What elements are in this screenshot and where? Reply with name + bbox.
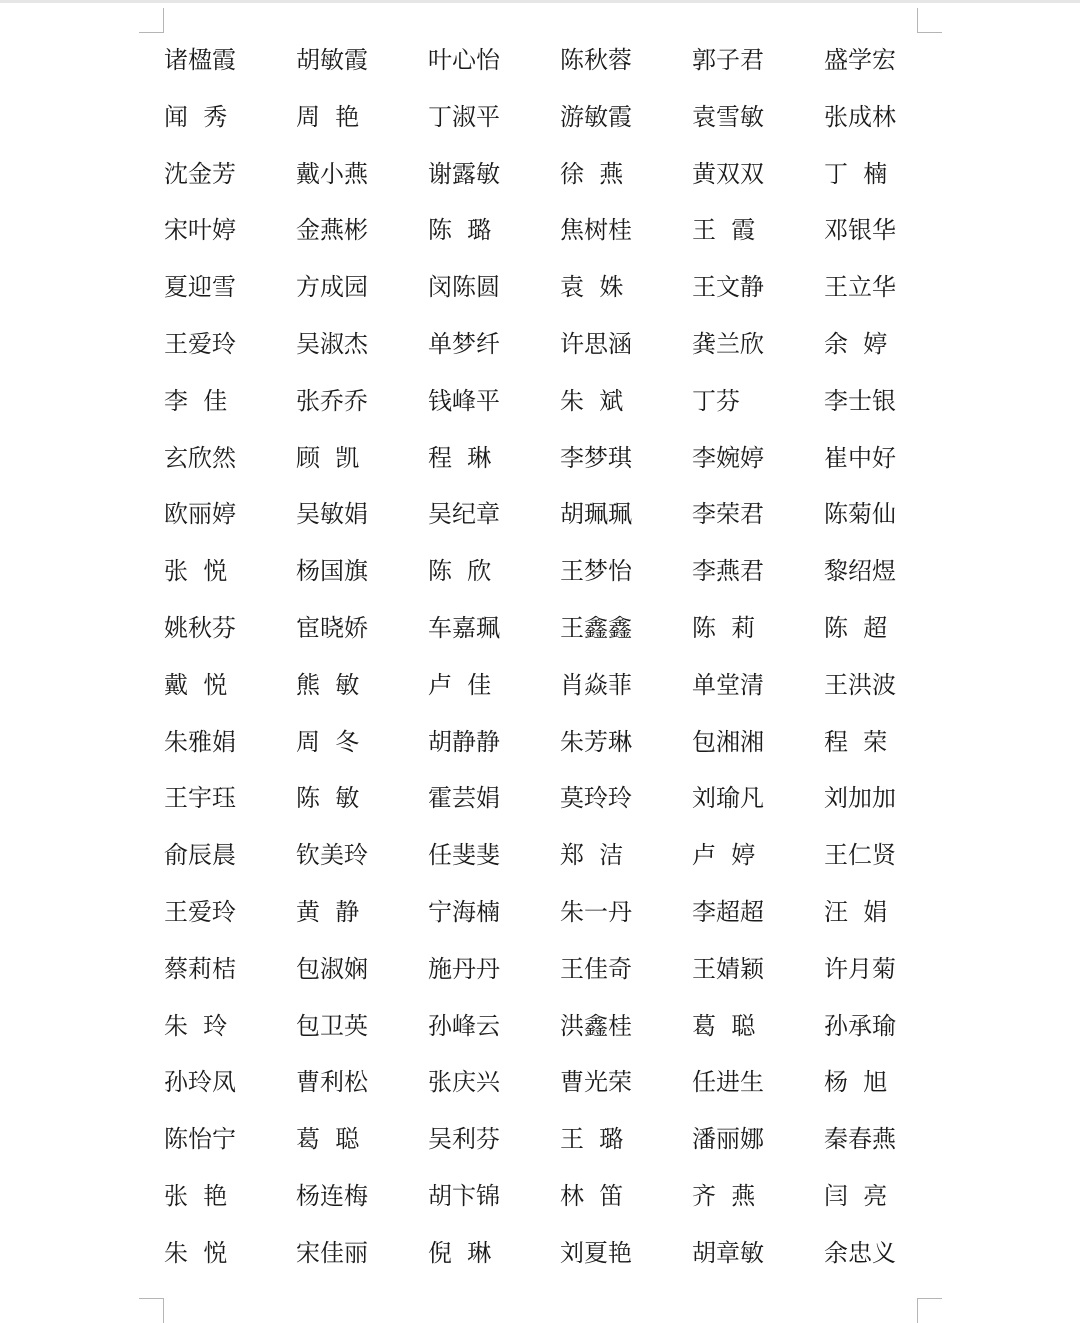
name-cell: 宋叶婷 [164,216,236,245]
name-cell: 林 笛 [560,1181,624,1210]
name-list-grid [164,32,956,1282]
name-cell: 宁海楠 [428,897,500,926]
name-cell: 王爱玲 [164,897,236,926]
name-cell: 王爱玲 [164,329,236,358]
name-cell: 袁雪敏 [692,102,764,131]
name-cell: 葛 聪 [296,1125,360,1154]
name-cell: 杨 旭 [824,1068,888,1097]
name-cell: 单堂清 [692,670,764,699]
name-cell: 陈 超 [824,613,888,642]
name-cell: 潘丽娜 [692,1125,764,1154]
name-cell: 李超超 [692,897,764,926]
name-cell: 钦美玲 [296,841,368,870]
name-cell: 王婧颖 [692,954,764,983]
name-cell: 杨连梅 [296,1181,368,1210]
name-cell: 胡章敏 [692,1238,764,1267]
name-cell: 王洪波 [824,670,896,699]
name-cell: 崔中好 [824,443,896,472]
name-cell: 金燕彬 [296,216,368,245]
name-cell: 程 荣 [824,727,888,756]
name-cell: 倪 琳 [428,1238,492,1267]
name-cell: 谢露敏 [428,159,500,188]
name-cell: 葛 聪 [692,1011,756,1040]
name-cell: 袁 姝 [560,273,624,302]
name-cell: 陈 敏 [296,784,360,813]
name-cell: 胡卞锦 [428,1181,500,1210]
name-cell: 陈 莉 [692,613,756,642]
name-cell: 王梦怡 [560,557,632,586]
name-cell: 陈 璐 [428,216,492,245]
name-cell: 朱一丹 [560,897,632,926]
name-cell: 李荣君 [692,500,764,529]
name-cell: 刘瑜凡 [692,784,764,813]
name-cell: 程 琳 [428,443,492,472]
name-cell: 曹利松 [296,1068,368,1097]
name-cell: 闵陈圆 [428,273,500,302]
name-cell: 齐 燕 [692,1181,756,1210]
name-cell: 钱峰平 [428,386,500,415]
name-cell: 方成园 [296,273,368,302]
name-cell: 孙峰云 [428,1011,500,1040]
name-cell: 周 艳 [296,102,360,131]
crop-mark-bottom-right [917,1298,942,1323]
name-cell: 丁淑平 [428,102,500,131]
name-cell: 包湘湘 [692,727,764,756]
name-cell: 丁 楠 [824,159,888,188]
name-cell: 霍芸娟 [428,784,500,813]
name-cell: 王文静 [692,273,764,302]
name-cell: 诸楹霞 [164,46,236,74]
name-cell: 单梦纤 [428,329,500,358]
name-cell: 朱 悦 [164,1238,228,1267]
name-cell: 陈菊仙 [824,500,896,529]
name-cell: 余忠义 [824,1238,896,1267]
name-cell: 胡静静 [428,727,500,756]
name-cell: 刘加加 [824,784,896,813]
name-cell: 丁芬 [692,386,740,415]
name-cell: 许思涵 [560,329,632,358]
name-cell: 蔡莉桔 [164,954,236,983]
name-cell: 包卫英 [296,1011,368,1040]
name-cell: 宋佳丽 [296,1238,368,1267]
name-cell: 李 佳 [164,386,228,415]
name-cell: 刘夏艳 [560,1238,632,1267]
name-cell: 周 冬 [296,727,360,756]
name-cell: 余 婷 [824,329,888,358]
name-cell: 王佳奇 [560,954,632,983]
name-cell: 陈秋蓉 [560,46,632,74]
name-cell: 欧丽婷 [164,500,236,529]
name-cell: 秦春燕 [824,1125,896,1154]
name-cell: 张成林 [824,102,896,131]
name-cell: 张 艳 [164,1181,228,1210]
name-cell: 王 璐 [560,1125,624,1154]
crop-mark-top-right [917,8,942,33]
name-cell: 胡珮珮 [560,500,632,529]
name-cell: 游敏霞 [560,102,632,131]
name-cell: 吴利芬 [428,1125,500,1154]
name-cell: 熊 敏 [296,670,360,699]
name-cell: 车嘉珮 [428,613,500,642]
name-cell: 洪鑫桂 [560,1011,632,1040]
name-cell: 徐 燕 [560,159,624,188]
name-cell: 黄 静 [296,897,360,926]
name-cell: 莫玲玲 [560,784,632,813]
name-cell: 卢 婷 [692,841,756,870]
name-cell: 焦树桂 [560,216,632,245]
name-cell: 朱芳琳 [560,727,632,756]
name-cell: 吴纪章 [428,500,500,529]
name-cell: 朱 玲 [164,1011,228,1040]
name-cell: 任斐斐 [428,841,500,870]
name-cell: 夏迎雪 [164,273,236,302]
name-cell: 叶心怡 [428,46,500,74]
name-cell: 朱 斌 [560,386,624,415]
name-cell: 俞辰晨 [164,841,236,870]
name-cell: 郭子君 [692,46,764,74]
name-cell: 王仁贤 [824,841,896,870]
name-cell: 孙承瑜 [824,1011,896,1040]
name-cell: 郑 洁 [560,841,624,870]
name-cell: 宦晓娇 [296,613,368,642]
name-cell: 黄双双 [692,159,764,188]
name-cell: 王立华 [824,273,896,302]
name-cell: 盛学宏 [824,46,896,74]
name-cell: 任进生 [692,1068,764,1097]
name-cell: 李梦琪 [560,443,632,472]
name-cell: 沈金芳 [164,159,236,188]
name-cell: 李燕君 [692,557,764,586]
name-cell: 陈 欣 [428,557,492,586]
name-cell: 王鑫鑫 [560,613,632,642]
name-cell: 许月菊 [824,954,896,983]
name-cell: 黎绍煜 [824,557,896,586]
name-cell: 顾 凯 [296,443,360,472]
name-cell: 王宇珏 [164,784,236,813]
name-cell: 汪 娟 [824,897,888,926]
name-cell: 戴小燕 [296,159,368,188]
name-cell: 闻 秀 [164,102,228,131]
name-cell: 闫 亮 [824,1181,888,1210]
name-cell: 孙玲凤 [164,1068,236,1097]
name-cell: 戴 悦 [164,670,228,699]
name-cell: 玄欣然 [164,443,236,472]
name-cell: 张庆兴 [428,1068,500,1097]
name-cell: 王 霞 [692,216,756,245]
name-cell: 李士银 [824,386,896,415]
name-cell: 张乔乔 [296,386,368,415]
name-cell: 施丹丹 [428,954,500,983]
name-cell: 朱雅娟 [164,727,236,756]
name-cell: 胡敏霞 [296,46,368,74]
name-cell: 肖焱菲 [560,670,632,699]
name-cell: 杨国旗 [296,557,368,586]
name-cell: 张 悦 [164,557,228,586]
page-top-edge [0,0,1080,3]
name-cell: 姚秋芬 [164,613,236,642]
name-cell: 吴敏娟 [296,500,368,529]
name-cell: 曹光荣 [560,1068,632,1097]
name-cell: 李婉婷 [692,443,764,472]
name-cell: 吴淑杰 [296,329,368,358]
name-cell: 邓银华 [824,216,896,245]
crop-mark-top-left [139,8,164,33]
name-cell: 卢 佳 [428,670,492,699]
name-cell: 陈怡宁 [164,1125,236,1154]
name-cell: 包淑娴 [296,954,368,983]
crop-mark-bottom-left [139,1298,164,1323]
name-cell: 龚兰欣 [692,329,764,358]
